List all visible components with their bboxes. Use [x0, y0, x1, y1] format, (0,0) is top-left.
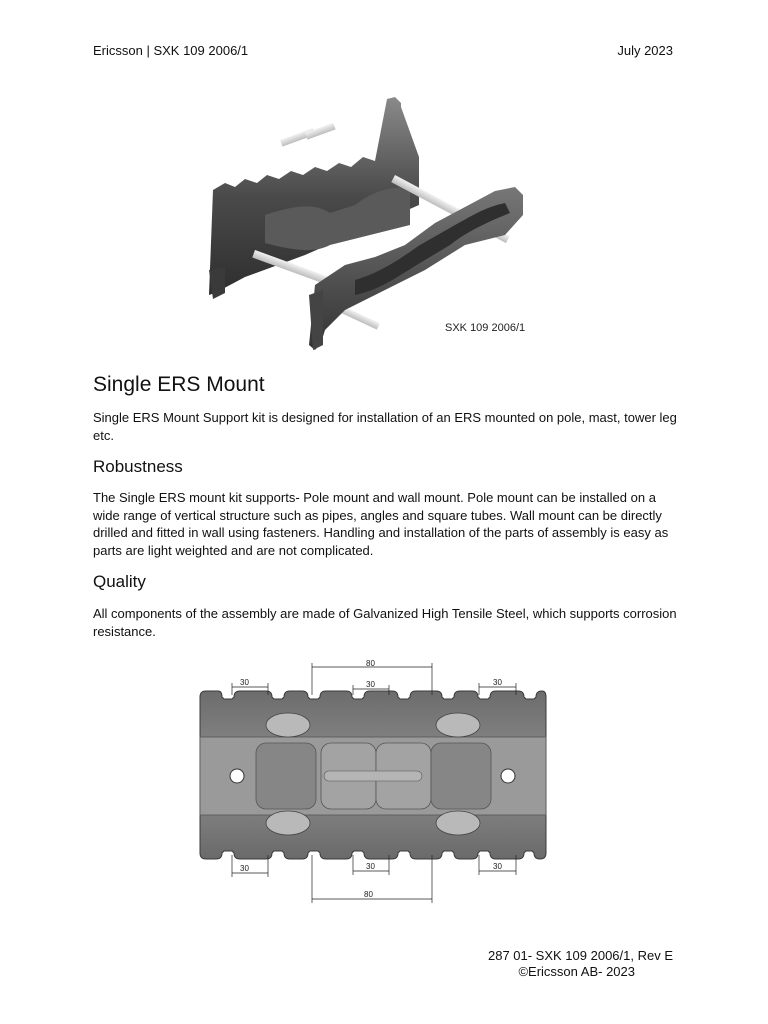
quality-heading: Quality — [93, 572, 146, 591]
dim-top-mid: 30 — [366, 680, 375, 689]
dim-bottom-right: 30 — [493, 862, 502, 871]
dim-bottom-span: 80 — [364, 890, 373, 899]
page-title: Single ERS Mount — [93, 373, 265, 396]
footer-copyright: ©Ericsson AB- 2023 — [518, 964, 635, 979]
dim-top-span: 80 — [366, 659, 375, 668]
intro-paragraph: Single ERS Mount Support kit is designed for installation of an ERS mounted on pole, mast, tower leg etc. — [93, 410, 677, 443]
dim-bottom-left: 30 — [240, 864, 249, 873]
figure1-caption: SXK 109 2006/1 — [445, 322, 526, 334]
robustness-heading: Robustness — [93, 457, 183, 476]
footer — [488, 948, 673, 980]
robustness-paragraph: The Single ERS mount kit supports- Pole mount and wall mount. Pole mount can be installed on a wide range of vertical structure such as pipes, angles and square tubes. Wall mount can be directly drilled and fitted in wall using fasteners. Handling and installation of the parts of assembly is easy as parts are light weighted and are not complicated. — [93, 490, 669, 559]
dim-top-left: 30 — [240, 678, 249, 687]
dim-top-right: 30 — [493, 678, 502, 687]
header-date: July 2023 — [617, 43, 673, 58]
dim-bottom-mid: 30 — [366, 862, 375, 871]
quality-paragraph: All components of the assembly are made of Galvanized High Tensile Steel, which supports corrosion resistance. — [93, 606, 677, 639]
bracket-3d-illustration-icon — [205, 95, 545, 357]
header-document-id: Ericsson | SXK 109 2006/1 — [93, 43, 249, 58]
footer-document-rev: 287 01- SXK 109 2006/1, Rev E — [487, 948, 673, 963]
bracket-dimension-drawing-icon — [196, 655, 552, 905]
